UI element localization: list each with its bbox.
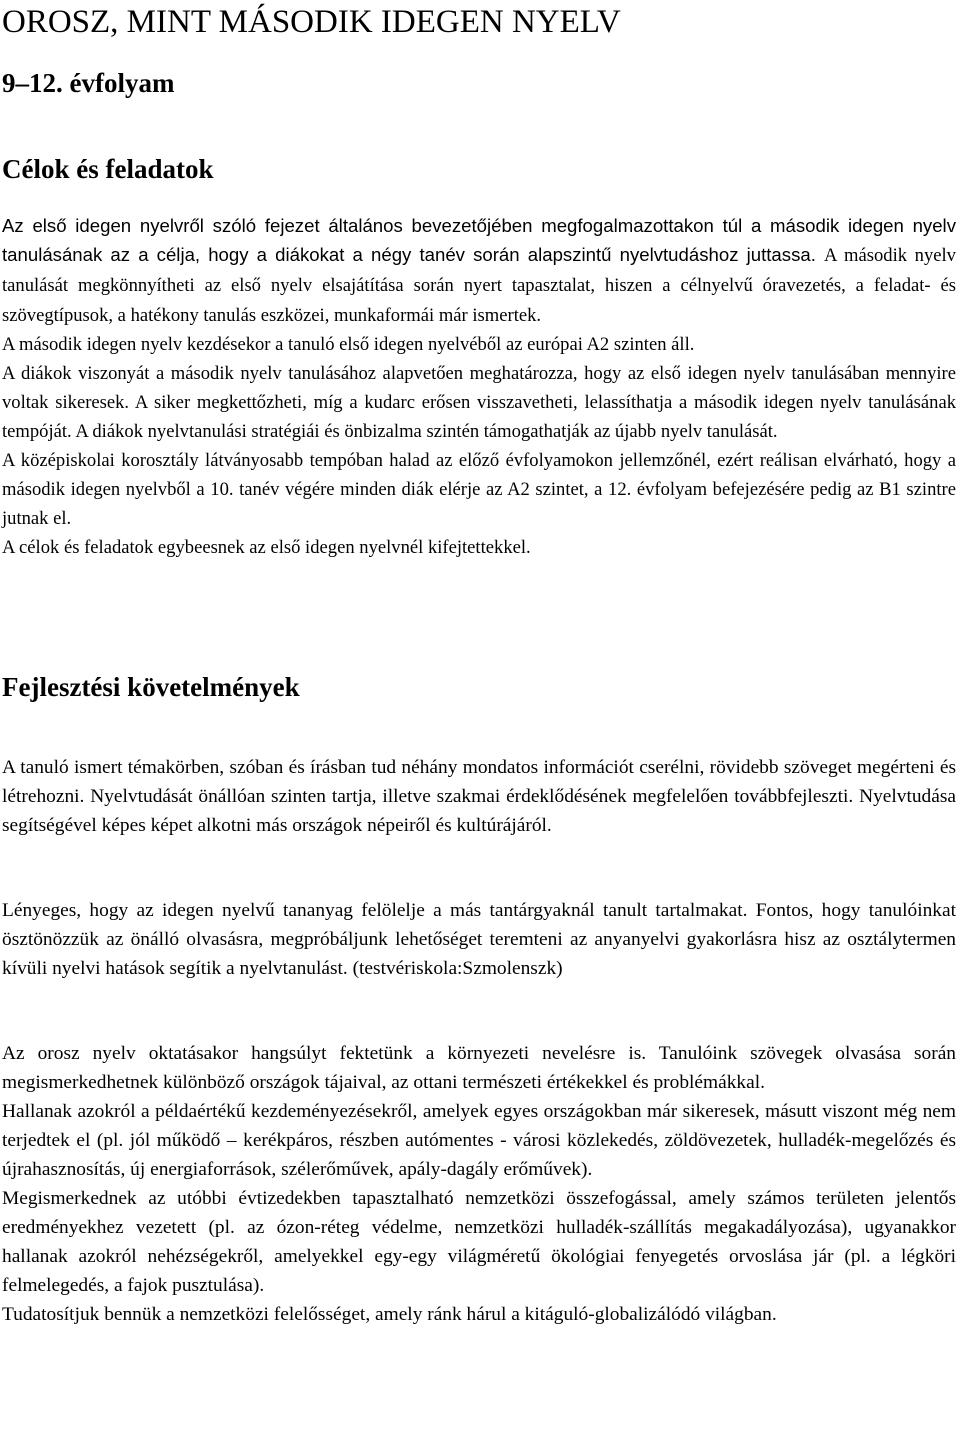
- section-heading-requirements: Fejlesztési követelmények: [2, 672, 300, 702]
- requirements-paragraph-1: [2, 753, 956, 840]
- body-paragraph: Megismerkednek az utóbbi évtizedekben tapasztalható nemzetközi összefogással, amely számos területen jelentős eredményekhez vezetett (pl. az ózon-réteg védelme, nemzetközi hulladék-szállítás megakadályozása), ugyanakkor hallanak azokról nehézségekről, amelyekkel egy-egy világméretű ökológiai fenyegetés orvoslása jár (pl. a légköri felmelegedés, a fajok pusztulása).: [2, 1188, 956, 1296]
- goals-sentence-experience: A második nyelv tanulását megkönnyítheti az első nyelv elsajátítása során nyert tapasztalat, hiszen a célnyelvű óravezetés, a feladat- és szövegtípusok, a hatékony tanulás eszközei, munkaformái már ismertek.: [2, 245, 956, 326]
- body-paragraph: A tanuló ismert témakörben, szóban és írásban tud néhány mondatos információt cserélni, rövidebb szöveget megérteni és létrehozni. Nyelvtudását önállóan szinten tartja, illetve szakmai érdeklődésének megfelelően továbbfejleszti. Nyelvtudása segítségével képes képet alkotni más országok népeiről és kultúrájáról.: [2, 757, 956, 836]
- goals-sentence-intro: Az első idegen nyelvről szóló fejezet általános bevezetőjében megfogalmazottakon túl a második idegen nyelv tanulásának az a célja, hogy a diákokat a négy tanév során alapszintű nyelvtudáshoz juttassa.: [2, 215, 956, 265]
- goals-paragraph: [2, 211, 956, 330]
- document-title: OROSZ, MINT MÁSODIK IDEGEN NYELV: [2, 4, 621, 40]
- body-paragraph: Hallanak azokról a példaértékű kezdeményezésekről, amelyek egyes országokban már sikeresek, másutt viszont még nem terjedtek el (pl. jól működő – kerékpáros, részben autómentes - városi közlekedés, zöldövezetek, hulladék-megelőzés és újrahasznosítás, új energiaforrások, szélerőművek, apály-dagály erőművek).: [2, 1101, 956, 1180]
- body-paragraph: Az orosz nyelv oktatásakor hangsúlyt fektetünk a környezeti nevelésre is. Tanulóink szövegek olvasása során megismerkedhetnek különböző országok tájaival, az ottani természeti értékekkel és problémákkal.: [2, 1043, 956, 1093]
- body-paragraph: Lényeges, hogy az idegen nyelvű tananyag felölelje a más tantárgyaknál tanult tartalmakat. Fontos, hogy tanulóinkat ösztönözzük az önálló olvasásra, megpróbáljunk lehetőséget teremteni az anyanyelvi gyakorlásra hisz az osztálytermen kívüli nyelvi hatások segítik a nyelvtanulást. (testvériskola:Szmolenszk): [2, 900, 956, 979]
- body-paragraph: Tudatosítjuk bennük a nemzetközi felelősséget, amely ránk hárul a kitáguló-globalizálódó világban.: [2, 1304, 777, 1325]
- grade-heading: 9–12. évfolyam: [2, 68, 175, 98]
- goals-paragraph: A célok és feladatok egybeesnek az első idegen nyelvnél kifejtettekkel.: [2, 537, 531, 558]
- goals-paragraph: A középiskolai korosztály látványosabb tempóban halad az előző évfolyamokon jellemzőnél, ezért reálisan elvárható, hogy a második idegen nyelvből a 10. tanév végére minden diák elérje az A2 szintet, a 12. évfolyam befejezésére pedig az B1 szintre jutnak el.: [2, 450, 956, 529]
- goals-paragraph: A diákok viszonyát a második nyelv tanulásához alapvetően meghatározza, hogy az első idegen nyelv tanulásában mennyire voltak sikeresek. A siker megkettőzheti, míg a kudarc erősen visszavetheti, lelassíthatja a második idegen nyelv tanulásának tempóját. A diákok nyelvtanulási stratégiái és önbizalma szintén támogathatják az újabb nyelv tanulását.: [2, 363, 956, 442]
- requirements-paragraph-2: [2, 896, 956, 983]
- requirements-paragraph-group: [2, 1039, 956, 1329]
- goals-body: [2, 211, 956, 562]
- section-heading-goals: Célok és feladatok: [2, 154, 214, 184]
- goals-paragraph: A második idegen nyelv kezdésekor a tanuló első idegen nyelvéből az európai A2 szinten áll.: [2, 334, 695, 355]
